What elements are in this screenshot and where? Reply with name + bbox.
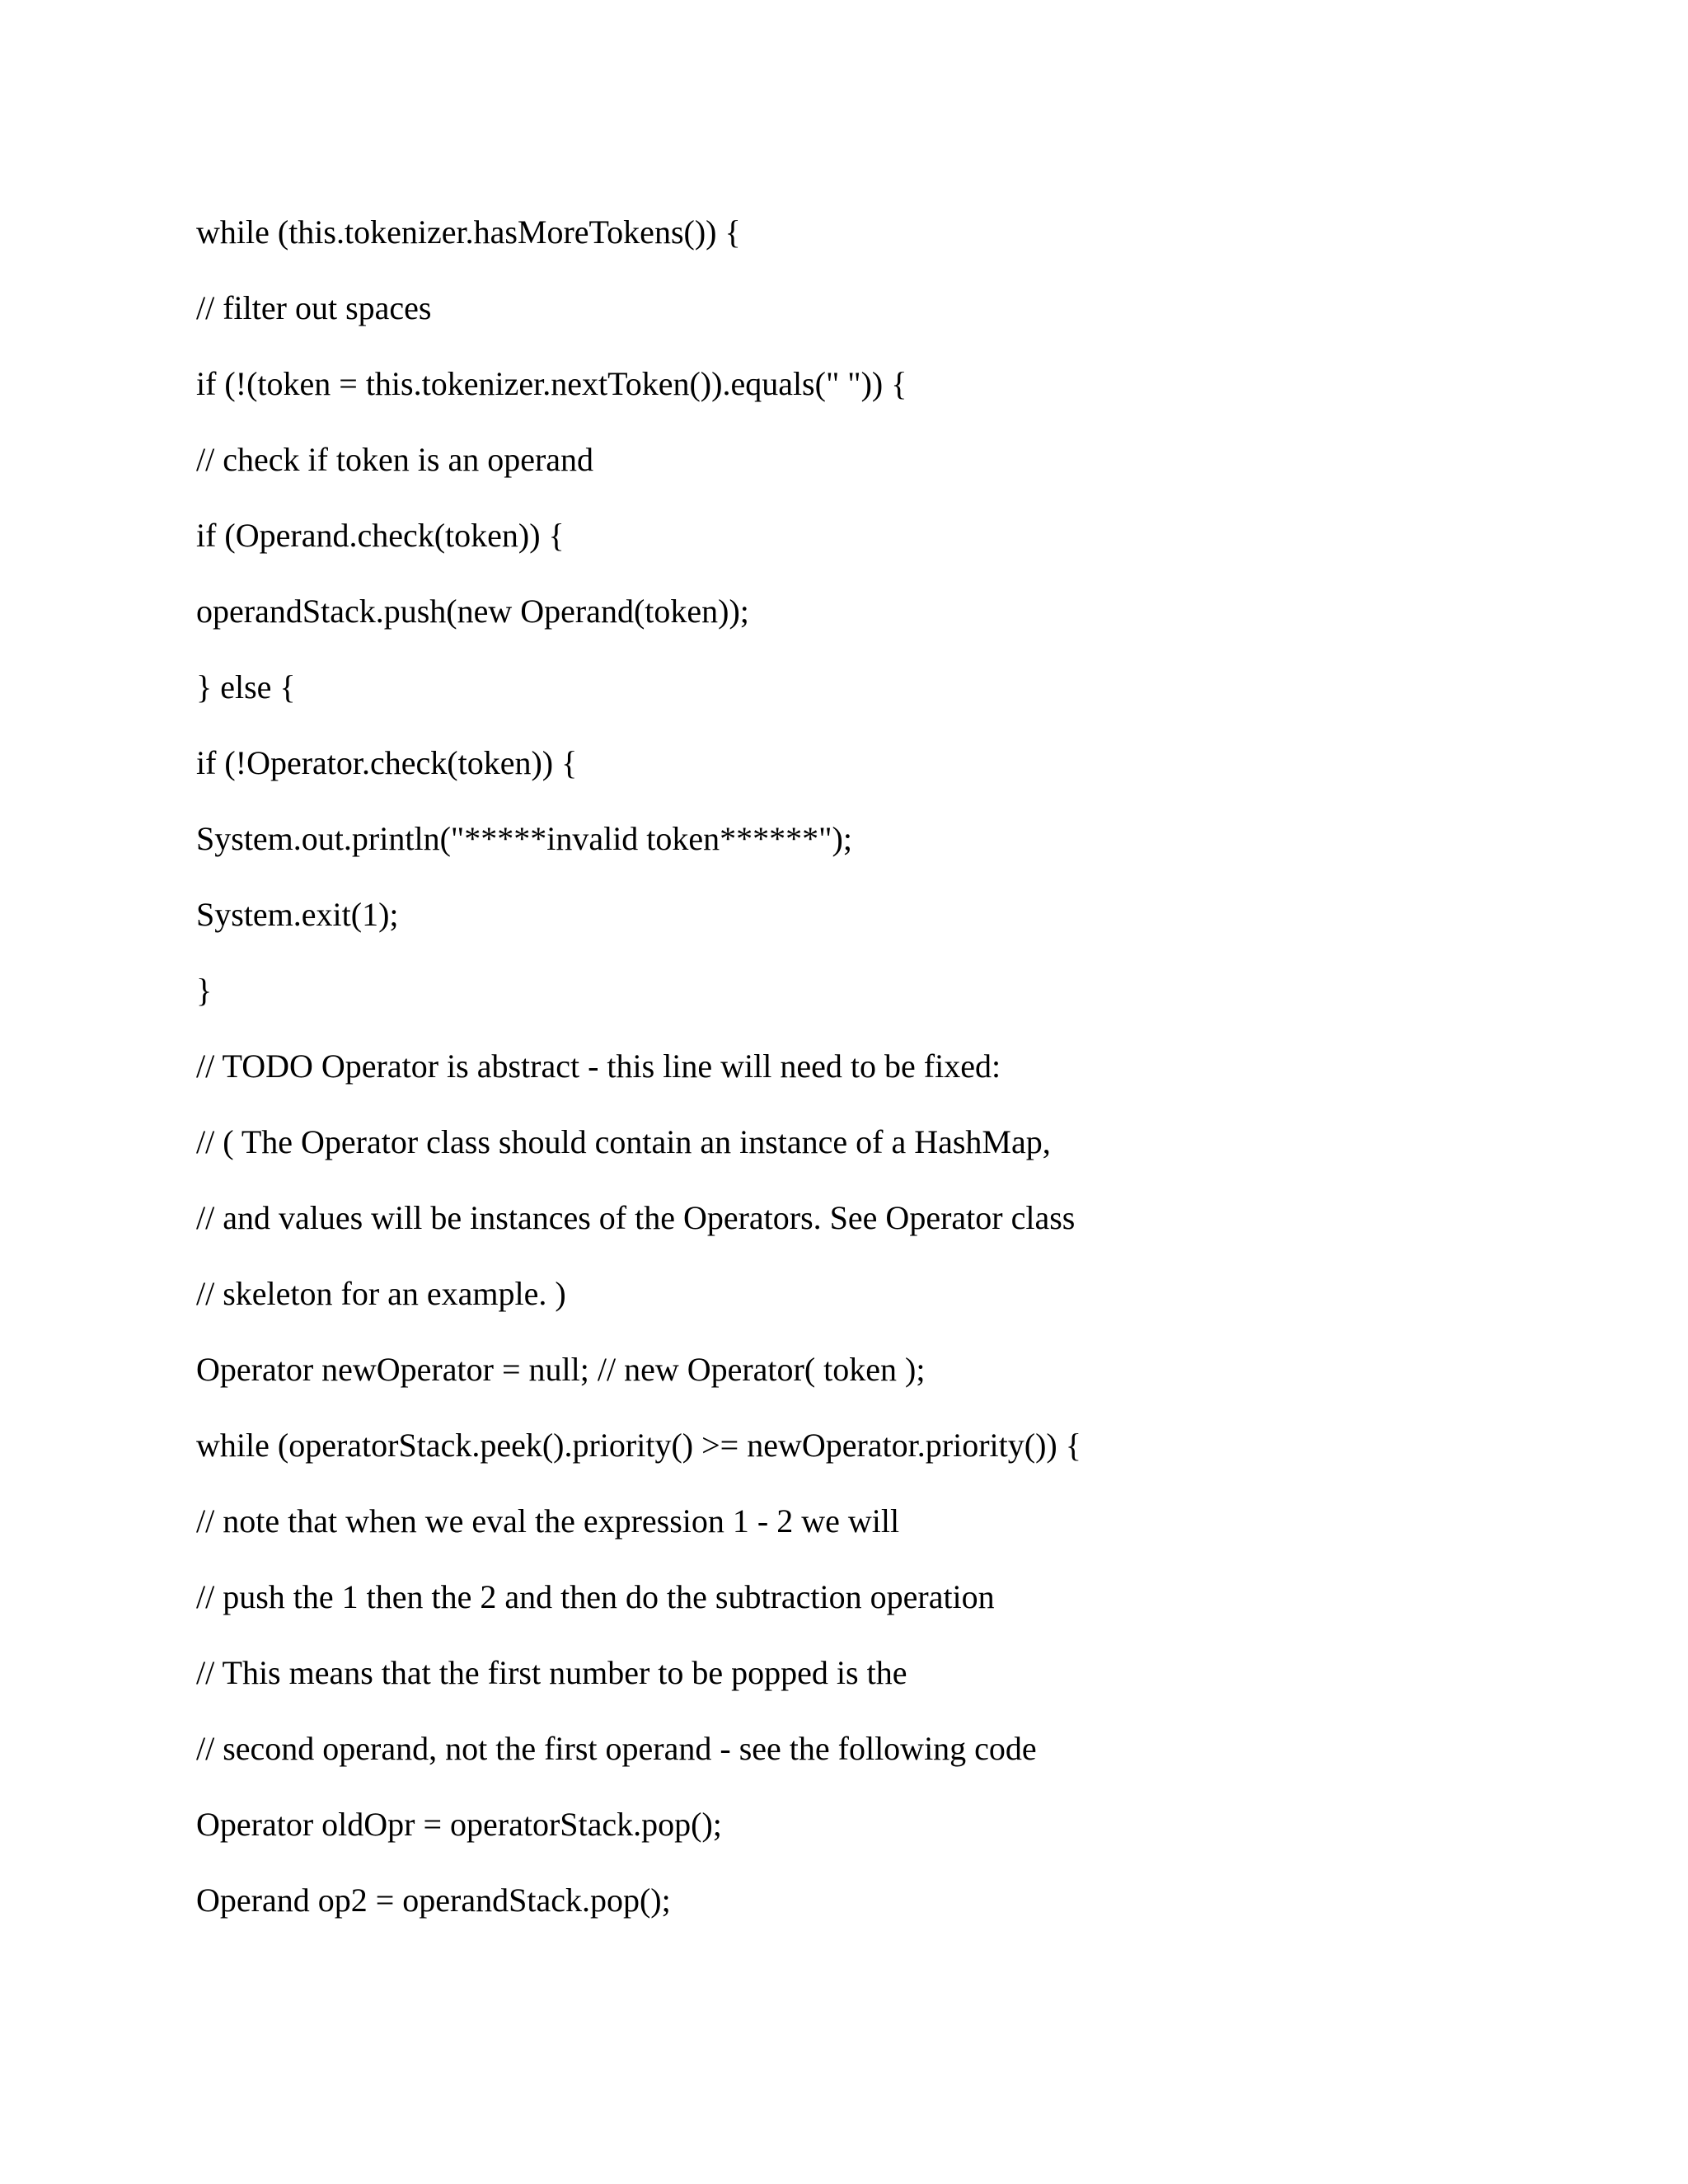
- code-line: // filter out spaces: [196, 289, 432, 326]
- code-line: System.out.println("*****invalid token******");: [196, 820, 852, 857]
- code-line: // check if token is an operand: [196, 441, 594, 478]
- code-line: } else {: [196, 668, 296, 705]
- code-line: // TODO Operator is abstract - this line will need to be fixed:: [196, 1047, 1001, 1085]
- code-line: // ( The Operator class should contain an instance of a HashMap,: [196, 1123, 1051, 1160]
- code-line: while (this.tokenizer.hasMoreTokens()) {: [196, 213, 741, 251]
- code-line: // second operand, not the first operand - see the following code: [196, 1730, 1037, 1767]
- code-line: Operator newOperator = null; // new Operator( token );: [196, 1351, 926, 1388]
- code-line: // This means that the first number to be popped is the: [196, 1654, 907, 1691]
- code-line: if (!(token = this.tokenizer.nextToken()).equals(" ")) {: [196, 365, 907, 402]
- code-line: Operator oldOpr = operatorStack.pop();: [196, 1806, 722, 1843]
- code-line: // skeleton for an example. ): [196, 1275, 566, 1312]
- code-line: if (!Operator.check(token)) {: [196, 744, 578, 781]
- code-line: // push the 1 then the 2 and then do the subtraction operation: [196, 1578, 995, 1615]
- code-line: System.exit(1);: [196, 896, 399, 933]
- code-line: // and values will be instances of the Operators. See Operator class: [196, 1199, 1076, 1236]
- code-line: operandStack.push(new Operand(token));: [196, 593, 749, 630]
- code-line: // note that when we eval the expression 1 - 2 we will: [196, 1502, 900, 1540]
- code-line: if (Operand.check(token)) {: [196, 517, 565, 554]
- code-line: }: [196, 972, 213, 1009]
- code-listing: [196, 194, 1081, 1938]
- code-line: Operand op2 = operandStack.pop();: [196, 1882, 671, 1919]
- code-line: while (operatorStack.peek().priority() >= newOperator.priority()) {: [196, 1427, 1081, 1464]
